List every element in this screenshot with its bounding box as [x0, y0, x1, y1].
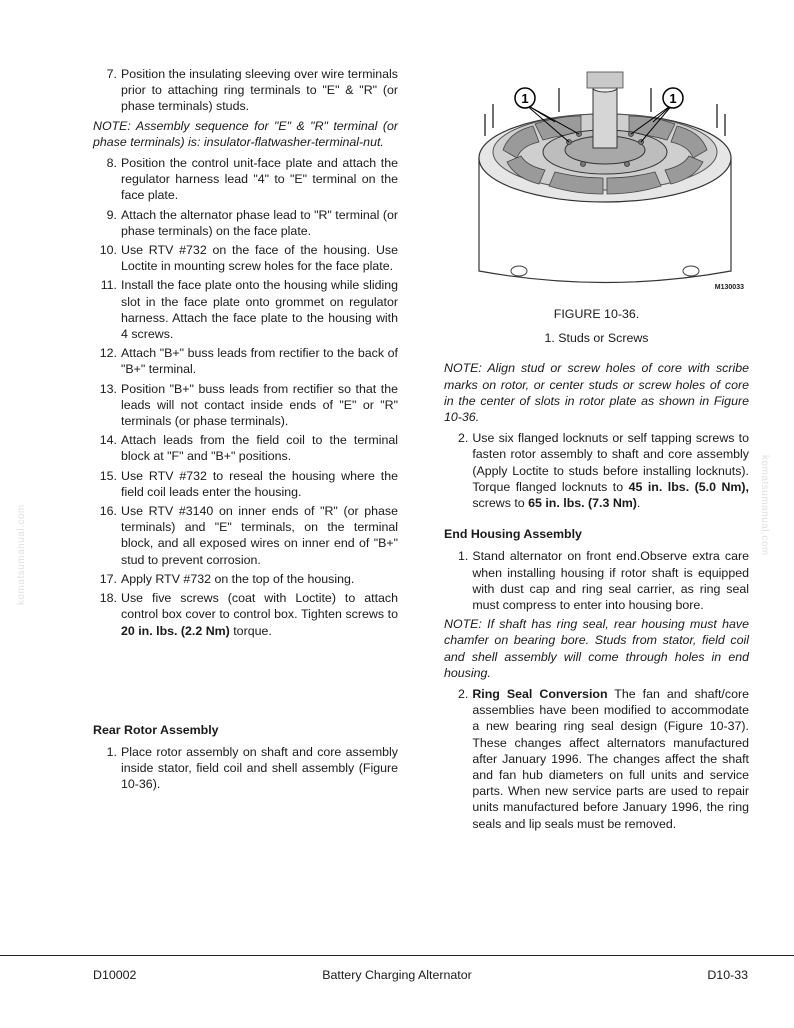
- left-column: [93, 66, 398, 796]
- step-number: 10.: [99, 243, 117, 258]
- step-text: [472, 686, 749, 832]
- step-number: 14.: [99, 433, 117, 448]
- step-text: [472, 430, 749, 511]
- torque-value-screws: 65 in. lbs. (7.3 Nm): [528, 496, 637, 511]
- step-item: [93, 432, 398, 464]
- rear-rotor-step-2: [458, 430, 749, 511]
- step-item: [93, 345, 398, 377]
- step-number: 1.: [106, 744, 117, 759]
- footer-doc-number: D10002: [93, 968, 137, 982]
- torque-value: 20 in. lbs. (2.2 Nm): [121, 623, 230, 638]
- bearing-seat: [587, 72, 623, 88]
- step-text: Use RTV #732 to reseal the housing where the field coil leads enter the housing.: [121, 468, 398, 499]
- step-text: Install the face plate onto the housing while sliding slot in the face plate onto grommet on regulator harness. Attach the face plate to the housing with 4 screws.: [121, 278, 398, 342]
- alternator-illustration: [463, 66, 748, 298]
- footer-section-title: Battery Charging Alternator: [322, 968, 472, 982]
- step-number: 18.: [99, 591, 117, 606]
- step-body: The fan and shaft/core assemblies have been modified to accommodate a new bearing ring seal design (Figure 10-37). These changes affect alternators manufactured after January 1996. The changes affect the shaft and fan hub diameters on full units and service parts. When new service parts are used to repair units manufactured before January 1996, the ring seals and lip seals must be removed.: [472, 687, 749, 831]
- step-text: Attach the alternator phase lead to "R" terminal (or phase terminals) on the face plate.: [121, 207, 398, 238]
- step-text: Use RTV #732 on the face of the housing. Use Loctite in mounting screw holes for the face plate.: [121, 243, 398, 274]
- step-18: [93, 590, 398, 639]
- step-text: Use RTV #3140 on inner ends of "R" (or phase terminals) and "E" terminals, on the terminal block, and all exposed wires on inner end of "B+" stud to prevent corrosion.: [121, 504, 398, 567]
- step-subheading: Ring Seal Conversion: [472, 687, 608, 702]
- watermark-left: komatsumanual.com: [16, 504, 27, 605]
- footer-rule: [0, 955, 794, 956]
- step-text: Position the control unit-face plate and attach the regulator harness lead "4" to "E" terminal on the face plate.: [121, 156, 398, 203]
- step-text-pre: Use six flanged locknuts or self tapping screws to fasten rotor assembly to shaft and core assembly (Apply Loctite to studs before installing locknuts). Torque flanged locknuts to: [472, 431, 749, 494]
- step-item: [93, 571, 398, 587]
- step-text: Position "B+" buss leads from rectifier so that the leads will not contact inside ends of "E" or "R" terminals (or phase terminals).: [121, 381, 398, 429]
- figure-10-36: [463, 66, 748, 298]
- step-number: 13.: [99, 381, 117, 396]
- torque-value-locknuts: 45 in. lbs. (5.0 Nm),: [628, 479, 749, 494]
- step-number: 8.: [106, 156, 117, 171]
- step-number: 12.: [99, 346, 117, 361]
- step-text: [121, 590, 398, 639]
- step-text-post: .: [636, 496, 641, 511]
- end-housing-heading: End Housing Assembly: [444, 527, 582, 542]
- step-number: 1.: [458, 549, 469, 564]
- callout-label: 1: [669, 91, 677, 106]
- figure-title: FIGURE 10-36.: [553, 307, 640, 321]
- step-text: Stand alternator on front end.Observe extra care when installing housing if rotor shaft is equipped with dust cap and ring seal carrier, as ring seal must compress to enter into housing bore.: [472, 549, 749, 613]
- callout-label: 1: [521, 91, 529, 106]
- step-item: [93, 155, 398, 204]
- step-text-post: torque.: [229, 623, 272, 638]
- step-text-mid: screws to: [472, 496, 529, 511]
- step-number: 15.: [99, 468, 117, 483]
- note-align-studs: NOTE: Align stud or screw holes of core with scribe marks on rotor, or center studs or screw holes of core in the center of slots in rotor plate as shown in Figure 10-36.: [444, 361, 749, 425]
- step-item: [93, 277, 398, 342]
- rear-rotor-steps: [93, 744, 398, 793]
- step-number: 16.: [99, 504, 117, 519]
- step-item: [93, 207, 398, 239]
- footer-page-number: D10-33: [707, 968, 748, 982]
- watermark-right: komatsumanual.com: [759, 455, 770, 556]
- step-text: Place rotor assembly on shaft and core assembly inside stator, field coil and shell assembly (Figure 10-36).: [121, 744, 398, 792]
- step-item: [93, 744, 398, 793]
- step-item: [93, 503, 398, 568]
- step-number: 2.: [458, 431, 469, 446]
- step-item: [93, 381, 398, 430]
- note-ring-seal: NOTE: If shaft has ring seal, rear housing must have chamfer on bearing bore. Studs from stator, field coil and shell assembly will come through holes in end housing.: [444, 617, 749, 680]
- figure-legend: 1. Studs or Screws: [544, 331, 649, 346]
- figure-code: M130033: [714, 283, 744, 291]
- step-number: 17.: [99, 571, 117, 586]
- step-item: [93, 468, 398, 500]
- step-text-pre: Use five screws (coat with Loctite) to attach control box cover to control box. Tighten screws to: [121, 591, 398, 622]
- step-text: Apply RTV #732 on the top of the housing.: [121, 571, 355, 586]
- steps-list-b: [93, 155, 398, 587]
- rear-rotor-heading: Rear Rotor Assembly: [93, 722, 219, 737]
- right-column: [444, 66, 749, 835]
- step-text: Attach "B+" buss leads from rectifier to the back of "B+" terminal.: [121, 346, 398, 377]
- step-item: [93, 66, 398, 115]
- end-housing-step-1: [458, 548, 749, 613]
- end-housing-step-2: [458, 686, 749, 832]
- step-text: Position the insulating sleeving over wire terminals prior to attaching ring terminals to "E" & "R" (or phase terminals) studs.: [121, 67, 398, 114]
- step-number: 11.: [100, 278, 117, 293]
- step-item: [93, 242, 398, 274]
- step-number: 2.: [458, 687, 469, 702]
- shaft: [593, 88, 617, 148]
- note-assembly-sequence: NOTE: Assembly sequence for "E" & "R" terminal (or phase terminals) is: insulator-flatwasher-terminal-nut.: [93, 118, 398, 149]
- step-number: 9.: [106, 207, 117, 222]
- step-number: 7.: [106, 67, 117, 81]
- step-text: Attach leads from the field coil to the terminal block at "F" and "B+" positions.: [121, 433, 398, 464]
- steps-list-a: [93, 66, 398, 115]
